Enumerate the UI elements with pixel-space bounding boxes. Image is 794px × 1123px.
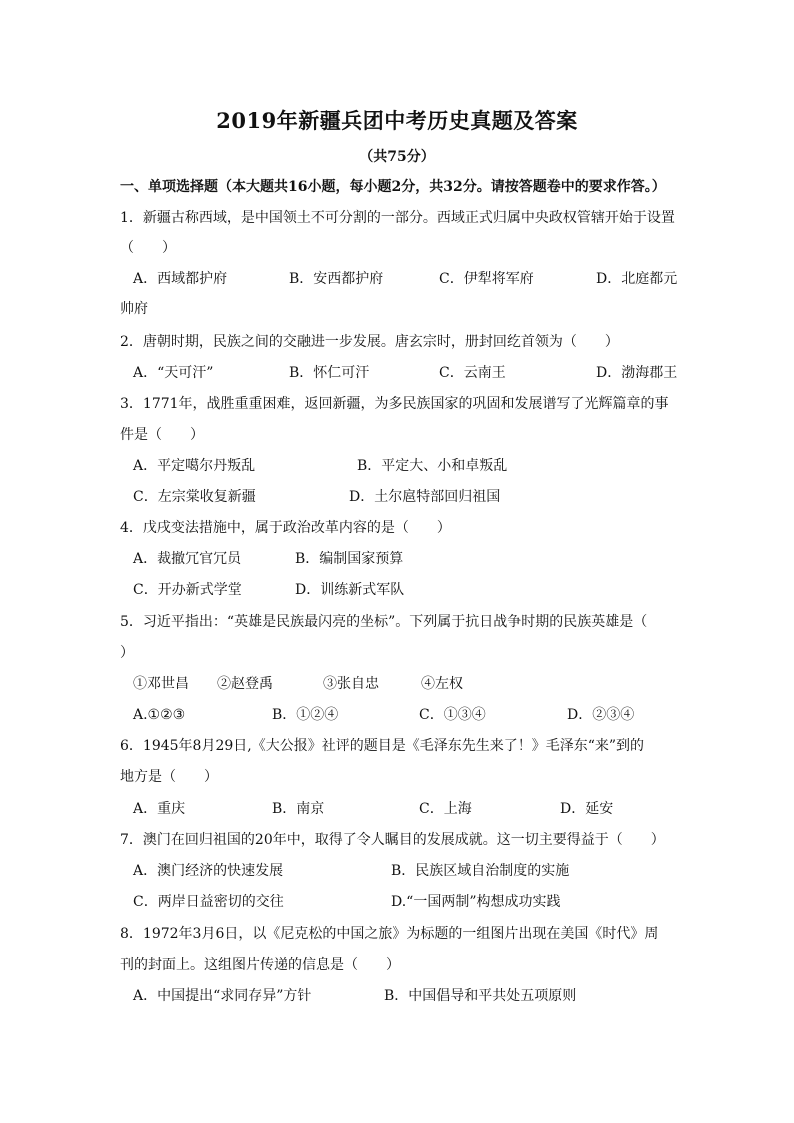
q6-option-d: D．延安 [560,801,614,817]
q8-option-b: B．中国倡导和平共处五项原则 [384,988,577,1004]
q4-option-c: C．开办新式学堂 [133,582,242,598]
q2-option-c: C．云南王 [439,365,506,381]
q5-stem-cont: ） [120,645,134,661]
q2-option-b: B．怀仁可汗 [289,365,370,381]
q4-stem: 4．戊戌变法措施中，属于政治改革内容的是（ ） [120,520,451,536]
q7-stem: 7．澳门在回归祖国的20年中，取得了令人瞩目的发展成就。这一切主要得益于（ ） [120,832,665,848]
q5-item-1: ①邓世昌 [133,676,189,692]
q5-item-2: ②赵登禹 [217,676,273,692]
q2-option-d: D．渤海郡王 [596,365,678,381]
q4-option-a: A．裁撤冗官冗员 [133,551,242,567]
q4-option-d: D．训练新式军队 [295,582,405,598]
q1-option-c: C．伊犁将军府 [439,271,534,287]
q7-option-b: B．民族区域自治制度的实施 [391,863,570,879]
q5-item-4: ④左权 [421,676,463,692]
q8-stem-cont: 刊的封面上。这组图片传递的信息是（ ） [120,957,400,973]
q8-option-a: A．中国提出“求同存异”方针 [133,988,312,1004]
q6-option-c: C．上海 [419,801,472,817]
q4-option-b: B．编制国家预算 [295,551,404,567]
q3-stem-cont: 件是（ ） [120,427,204,443]
q2-option-a: A．“天可汗” [133,365,214,381]
q5-option-c: C．①③④ [419,707,486,723]
q1-option-b: B．安西都护府 [289,271,384,287]
q1-option-a: A．西域都护府 [133,271,228,287]
q6-stem: 6．1945年8月29日,《大公报》社评的题目是《毛泽东先生来了！》毛泽东“来”到的 [120,738,645,754]
q5-option-d: D．②③④ [567,707,635,723]
q5-stem: 5．习近平指出：“英雄是民族最闪亮的坐标”。下列属于抗日战争时期的民族英雄是（ [120,614,648,630]
q7-option-a: A．澳门经济的快速发展 [133,863,284,879]
page-title: 2019年新疆兵团中考历史真题及答案 [216,108,578,133]
q6-stem-cont: 地方是（ ） [120,769,218,785]
q1-stem: 1．新疆古称西域，是中国领土不可分割的一部分。西域正式归属中央政权管辖开始于设置 [120,210,675,226]
q1-option-d-cont: 帅府 [120,301,148,317]
q6-option-b: B．南京 [272,801,325,817]
q5-option-a: A.①②③ [133,707,186,723]
q6-option-a: A．重庆 [133,801,186,817]
section-heading: 一、单项选择题（本大题共16小题，每小题2分，共32分。请按答题卷中的要求作答。） [120,179,666,195]
page-subtitle: （共75分） [359,149,435,165]
q3-option-c: C．左宗棠收复新疆 [133,489,256,505]
q7-option-d: D.“一国两制”构想成功实践 [391,894,561,910]
q3-stem: 3．1771年，战胜重重困难，返回新疆，为多民族国家的巩固和发展谱写了光辉篇章的事 [120,396,669,412]
q2-stem: 2．唐朝时期，民族之间的交融进一步发展。唐玄宗时，册封回纥首领为（ ） [120,334,619,350]
q1-stem-cont: （ ） [120,240,176,256]
q8-stem: 8．1972年3月6日，以《尼克松的中国之旅》为标题的一组图片出现在美国《时代》周 [120,926,659,942]
q3-option-b: B．平定大、小和卓叛乱 [357,458,508,474]
q5-option-b: B．①②④ [272,707,339,723]
q7-option-c: C．两岸日益密切的交往 [133,894,284,910]
q3-option-d: D．土尔扈特部回归祖国 [349,489,501,505]
q5-item-3: ③张自忠 [323,676,379,692]
q3-option-a: A．平定噶尔丹叛乱 [133,458,256,474]
q1-option-d: D．北庭都元 [596,271,678,287]
